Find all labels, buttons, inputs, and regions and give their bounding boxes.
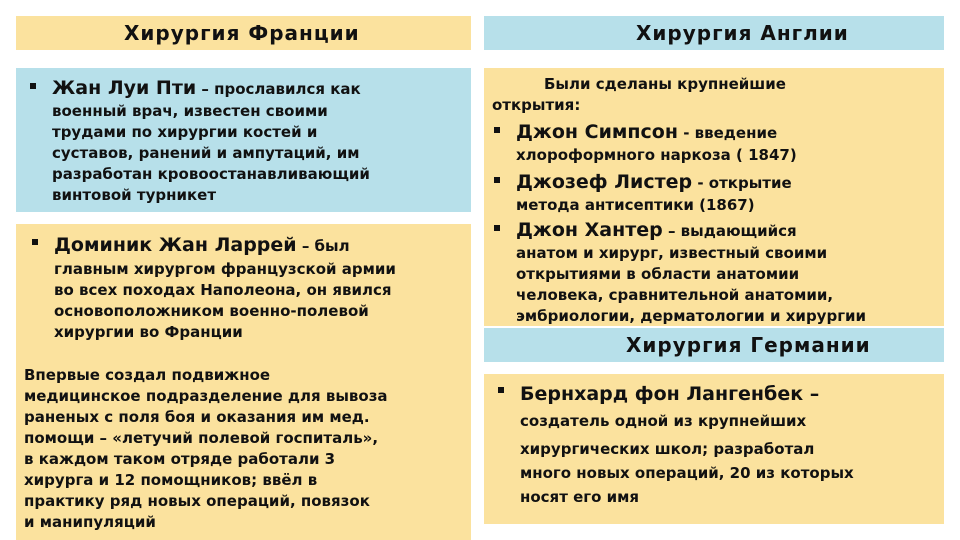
larrey-lead: – был <box>296 237 350 255</box>
larrey-para-7: практику ряд новых операций, повязок <box>24 492 370 510</box>
simpson-item <box>492 120 936 166</box>
bullet-icon <box>30 232 40 343</box>
hunter-line-3: человека, сравнительной анатомии, <box>516 286 834 304</box>
petit-item <box>28 76 461 206</box>
france-title: Хирургия Франции <box>124 21 360 45</box>
germany-panel <box>484 374 944 524</box>
france-header <box>16 16 471 50</box>
simpson-line: хлороформного наркоза ( 1847) <box>516 146 797 164</box>
simpson-name: Джон Симпсон <box>516 121 678 143</box>
larrey-para-1: Впервые создал подвижное <box>24 366 271 384</box>
bullet-icon <box>492 120 502 166</box>
langenbeck-line-1: создатель одной из крупнейших <box>520 412 807 430</box>
lister-name: Джозеф Листер <box>516 171 693 193</box>
langenbeck-item <box>496 380 936 509</box>
larrey-para-2: медицинское подразделение для вывоза <box>24 387 388 405</box>
larrey-panel <box>16 224 471 540</box>
larrey-line-1: главным хирургом французской армии <box>54 260 396 278</box>
larrey-para-8: и манипуляций <box>24 513 156 531</box>
hunter-line-2: открытиями в области анатомии <box>516 265 800 283</box>
germany-title: Хирургия Германии <box>626 333 871 357</box>
larrey-line-3: основоположником военно-полевой <box>54 302 369 320</box>
larrey-line-4: хирургии во Франции <box>54 323 243 341</box>
langenbeck-line-2: хирургических школ; разработал <box>520 440 815 458</box>
larrey-paragraph <box>24 365 463 533</box>
petit-panel <box>16 68 471 212</box>
larrey-para-5: в каждом таком отряде работали 3 <box>24 450 336 468</box>
larrey-name: Доминик Жан Ларрей <box>54 234 297 256</box>
petit-name: Жан Луи Пти <box>52 77 197 99</box>
petit-line-3: суставов, ранений и ампутаций, им <box>52 144 360 162</box>
petit-line-5: винтовой турникет <box>52 186 217 204</box>
lister-item <box>492 170 936 216</box>
larrey-line-2: во всех походах Наполеона, он явился <box>54 281 392 299</box>
hunter-lead: – выдающийся <box>662 222 797 240</box>
england-title: Хирургия Англии <box>636 21 849 45</box>
germany-header <box>484 328 944 362</box>
bullet-icon <box>496 380 506 509</box>
larrey-para-3: раненых с поля боя и оказания им мед. <box>24 408 370 426</box>
bullet-icon <box>492 218 502 326</box>
hunter-line-4: эмбриологии, дерматологии и хирургии <box>516 307 867 325</box>
larrey-item <box>30 232 463 343</box>
petit-lead: – прославился как <box>196 80 361 98</box>
england-intro-1: Были сделаны крупнейшие <box>544 75 786 93</box>
langenbeck-line-3: много новых операций, 20 из которых <box>520 464 854 482</box>
lister-lead: - открытие <box>692 174 792 192</box>
hunter-line-1: анатом и хирург, известный своими <box>516 244 828 262</box>
lister-line: метода антисептики (1867) <box>516 196 755 214</box>
langenbeck-name: Бернхард фон Лангенбек – <box>520 383 820 405</box>
petit-line-2: трудами по хирургии костей и <box>52 123 318 141</box>
england-panel <box>484 68 944 326</box>
petit-line-1: военный врач, известен своими <box>52 102 328 120</box>
england-header <box>484 16 944 50</box>
hunter-name: Джон Хантер <box>516 219 663 241</box>
bullet-icon <box>492 170 502 216</box>
langenbeck-line-4: носят его имя <box>520 488 640 506</box>
bullet-icon <box>28 76 38 206</box>
hunter-item <box>492 218 936 326</box>
simpson-lead: - введение <box>677 124 778 142</box>
larrey-para-4: помощи – «летучий полевой госпиталь», <box>24 429 379 447</box>
petit-line-4: разработан кровоостанавливающий <box>52 165 370 183</box>
larrey-para-6: хирурга и 12 помощников; ввёл в <box>24 471 318 489</box>
england-intro-2: открытия: <box>492 96 581 114</box>
